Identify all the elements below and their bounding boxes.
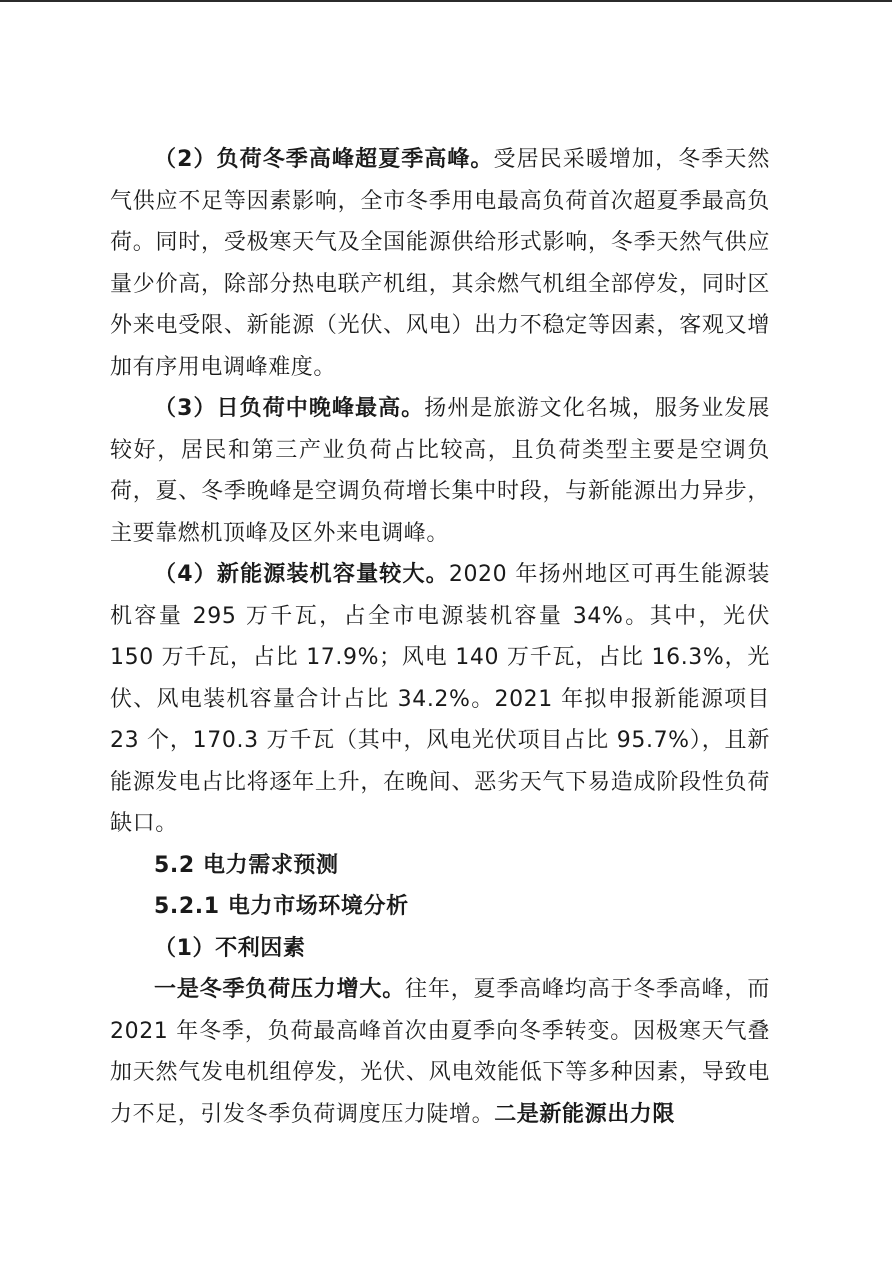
paragraph-winter-load-pressure <box>110 969 770 1135</box>
paragraph-winter-peak <box>110 139 770 388</box>
page-top-border <box>0 0 892 2</box>
paragraph-lead: （4）新能源装机容量较大。 <box>154 562 449 587</box>
paragraph-tail: 二是新能源出力限 <box>494 1101 676 1127</box>
subheading-unfavorable-factors: （1）不利因素 <box>154 935 306 961</box>
paragraph-body: 往年，夏季高峰均高于冬季高峰，而 2021 年冬季，负荷最高峰首次由夏季向冬季转变。因极寒天气叠加天然气发电机组停发，光伏、风电效能低下等多种因素，导致电力不足，引发冬季负荷调度压力陡增。 <box>110 977 770 1127</box>
section-heading-5-2-1: 5.2.1 电力市场环境分析 <box>154 894 409 919</box>
paragraph-lead: 一是冬季负荷压力增大。 <box>154 977 406 1002</box>
section-heading-5-2: 5.2 电力需求预测 <box>154 852 339 878</box>
document-page <box>110 139 770 1135</box>
paragraph-body: 2020 年扬州地区可再生能源装机容量 295 万千瓦，占全市电源装机容量 34%。其中，光伏 150 万千瓦，占比 17.9%；风电 140 万千瓦，占比 16.3%，光伏、风电装机容量合计占比 34.2%。2021 年拟申报新能源项目 23 个，170.3 万千瓦（其中，风电光伏项目占比 95.7%），且新能源发电占比将逐年上升，在晚间、恶劣天气下易造成阶段性负荷缺口。 <box>110 562 770 836</box>
paragraph-lead: （3）日负荷中晚峰最高。 <box>154 396 425 421</box>
paragraph-body: 受居民采暖增加，冬季天然气供应不足等因素影响，全市冬季用电最高负荷首次超夏季最高负荷。同时，受极寒天气及全国能源供给形式影响，冬季天然气供应量少价高，除部分热电联产机组，其余燃气机组全部停发，同时区外来电受限、新能源（光伏、风电）出力不稳定等因素，客观又增加有序用电调峰难度。 <box>110 147 770 380</box>
paragraph-evening-peak <box>110 388 770 554</box>
paragraph-body: 扬州是旅游文化名城，服务业发展较好，居民和第三产业负荷占比较高，且负荷类型主要是空调负荷，夏、冬季晚峰是空调负荷增长集中时段，与新能源出力异步，主要靠燃机顶峰及区外来电调峰。 <box>110 396 770 546</box>
paragraph-new-energy <box>110 554 770 845</box>
paragraph-lead: （2）负荷冬季高峰超夏季高峰。 <box>154 147 494 172</box>
